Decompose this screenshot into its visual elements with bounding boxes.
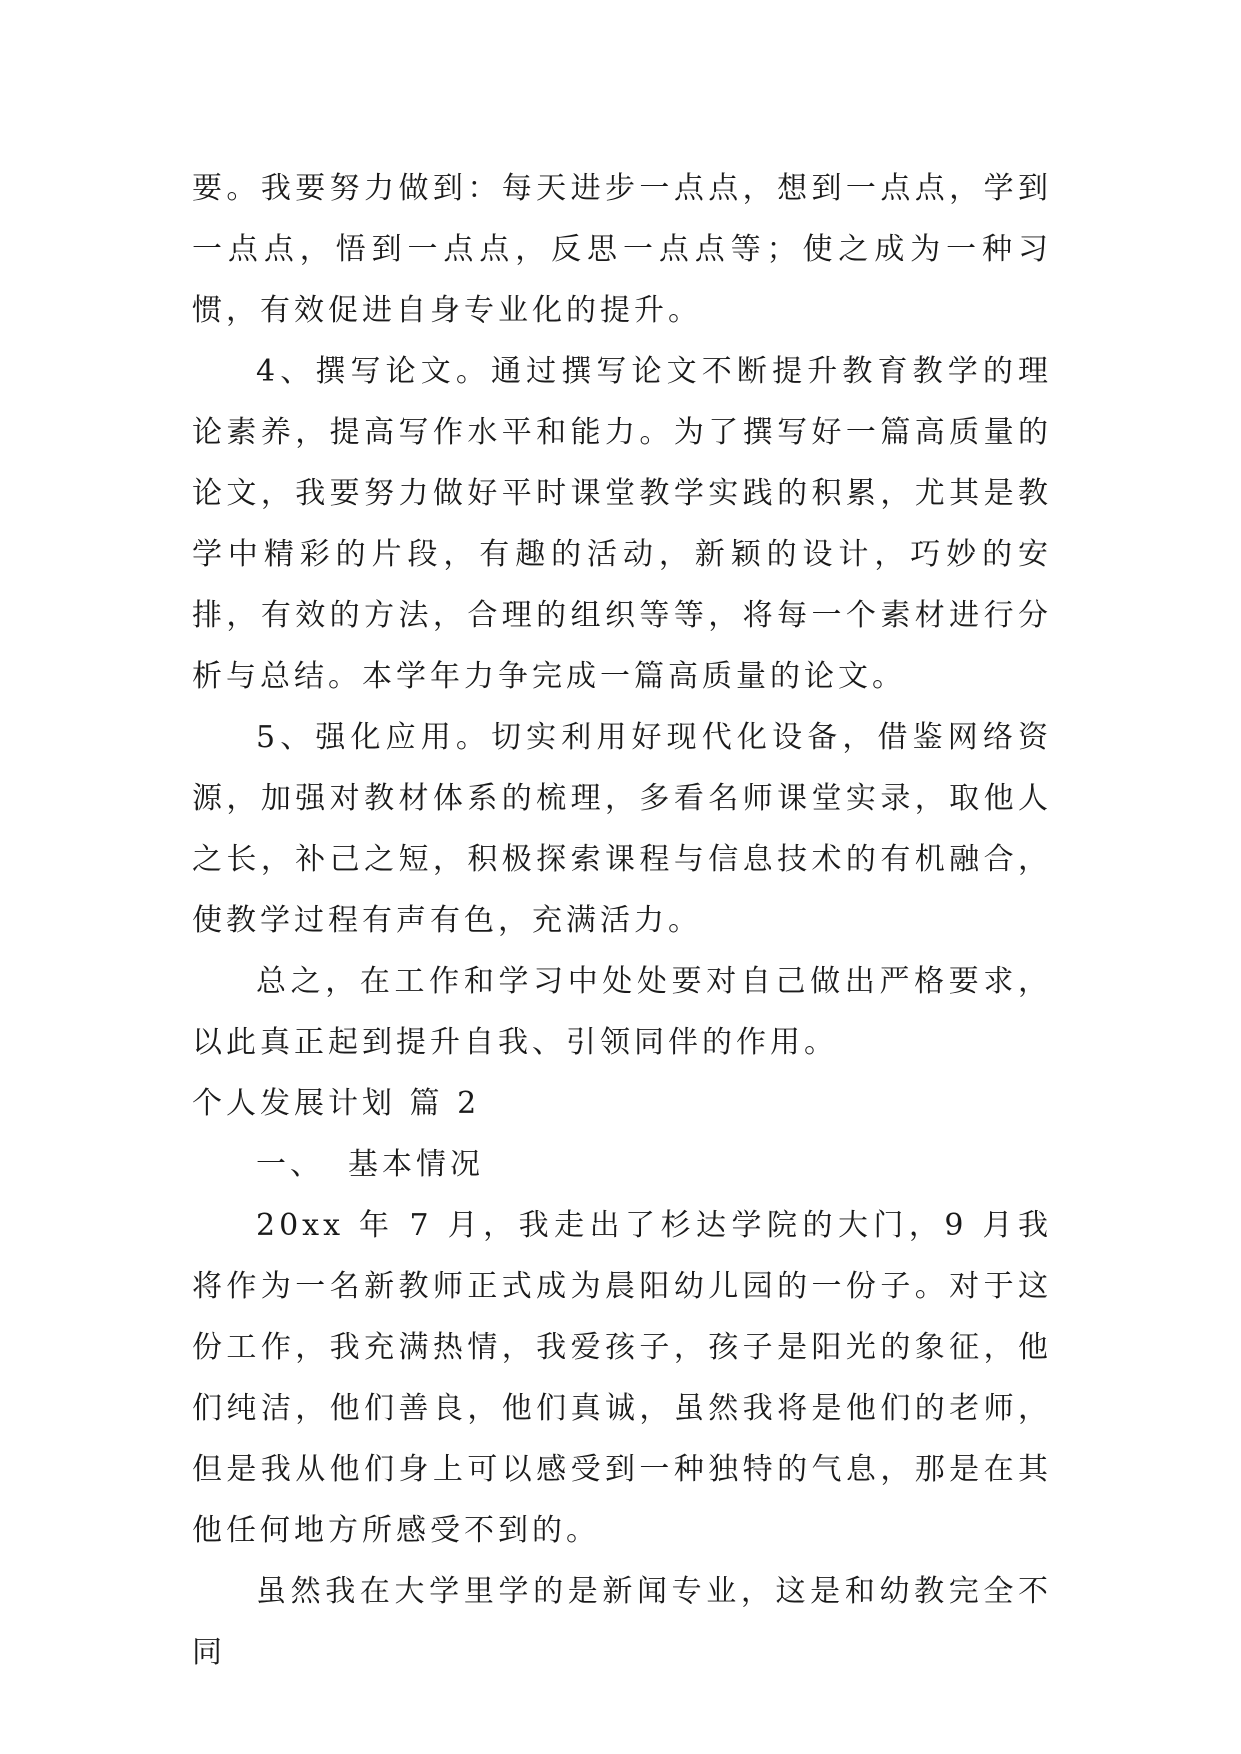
paragraph-item-4: 4、撰写论文。通过撰写论文不断提升教育教学的理论素养，提高写作水平和能力。为了撰写好一篇高质量的论文，我要努力做好平时课堂教学实践的积累，尤其是教学中精彩的片段，有趣的活动，新颖的设计，巧妙的安排，有效的方法，合理的组织等等，将每一个素材进行分析与总结。本学年力争完成一篇高质量的论文。 bbox=[192, 354, 1052, 694]
subsection-title: 基本情况 bbox=[348, 1147, 484, 1182]
document-body bbox=[192, 158, 1052, 1683]
subsection-heading bbox=[192, 1134, 1052, 1195]
paragraph-item-5: 5、强化应用。切实利用好现代化设备，借鉴网络资源，加强对教材体系的梳理，多看名师课堂实录，取他人之长，补己之短，积极探索课程与信息技术的有机融合，使教学过程有声有色，充满活力。 bbox=[192, 720, 1052, 938]
paragraph-summary: 总之，在工作和学习中处处要对自己做出严格要求，以此真正起到提升自我、引领同伴的作用。 bbox=[192, 964, 1052, 1060]
paragraph-continuation: 要。我要努力做到：每天进步一点点，想到一点点，学到一点点，悟到一点点，反思一点点等；使之成为一种习惯，有效促进自身专业化的提升。 bbox=[192, 171, 1052, 328]
subsection-number: 一、 bbox=[256, 1147, 324, 1182]
paragraph-major: 虽然我在大学里学的是新闻专业，这是和幼教完全不同 bbox=[192, 1574, 1052, 1670]
paragraph-basic-info: 20xx 年 7 月，我走出了杉达学院的大门，9 月我将作为一名新教师正式成为晨阳幼儿园的一份子。对于这份工作，我充满热情，我爱孩子，孩子是阳光的象征，他们纯洁，他们善良，他们真诚，虽然我将是他们的老师，但是我从他们身上可以感受到一种独特的气息，那是在其他任何地方所感受不到的。 bbox=[192, 1208, 1052, 1548]
section-heading: 个人发展计划 篇 2 bbox=[192, 1086, 481, 1121]
